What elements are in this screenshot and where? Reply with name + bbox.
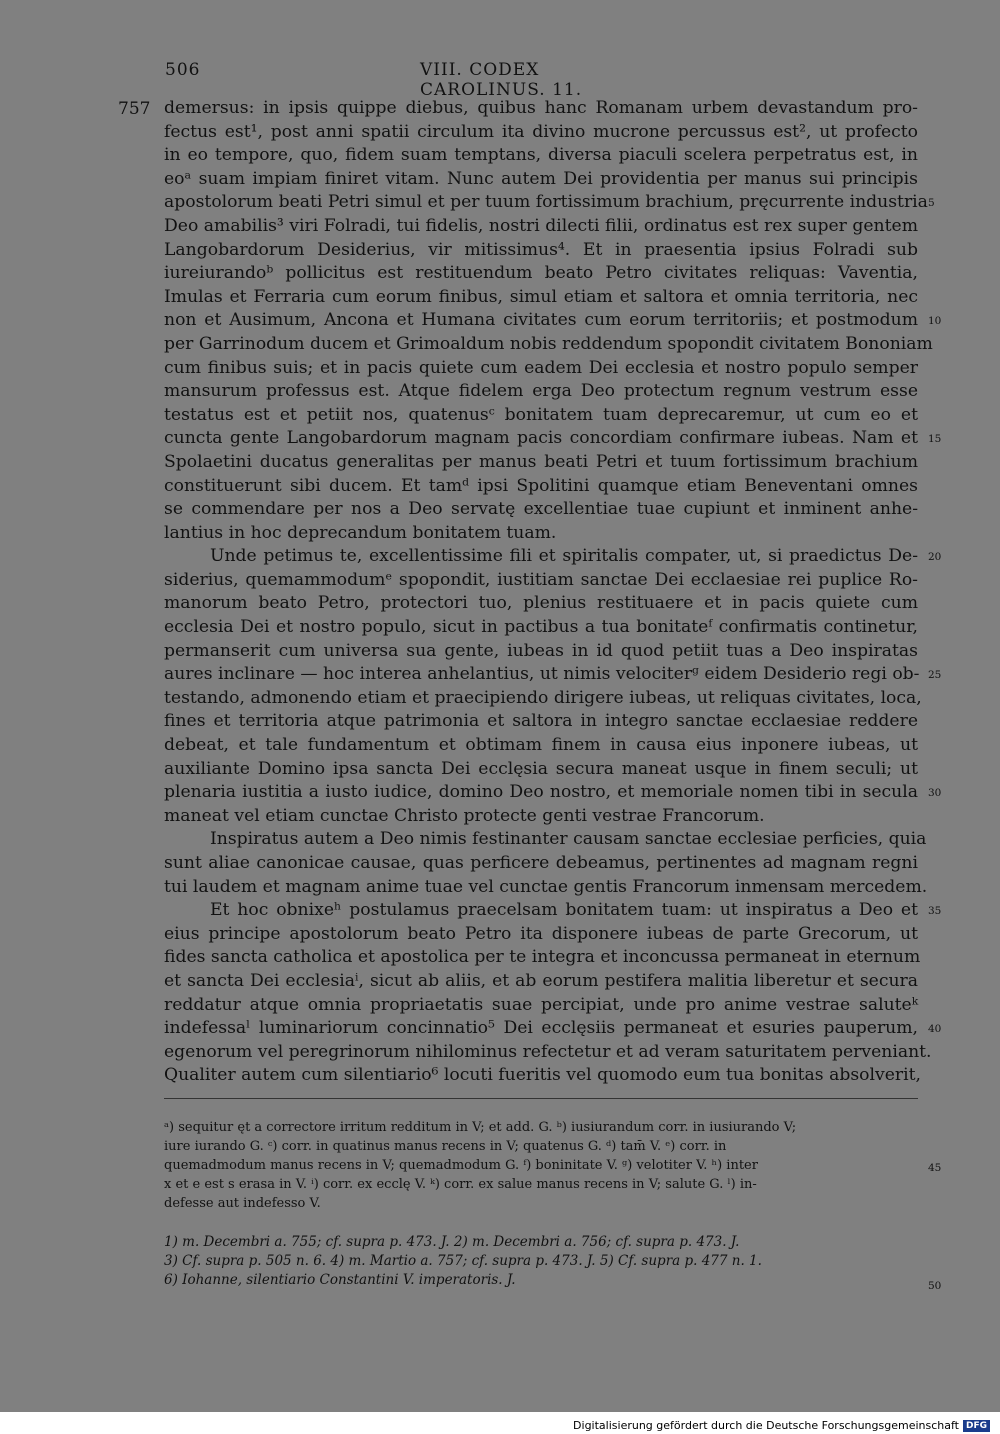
text-line: apostolorum beati Petri simul et per tuum fortissimum brachium, pręcurrente industria	[164, 192, 928, 213]
text-line: Imulas et Ferraria cum eorum finibus, simul etiam et saltora et omnia territoria, nec	[164, 286, 918, 307]
text-line: Langobardorum Desiderius, vir mitissimus⁴. Et in praesentia ipsius Folradi sub	[164, 239, 918, 260]
margin-year: 757	[118, 99, 151, 119]
apparatus-line: x et e est s erasa in V. ⁱ) corr. ex ecclę V. ᵏ) corr. ex salue manus recens in V; salute G. ˡ) in-	[164, 1177, 757, 1192]
text-line: fides sancta catholica et apostolica per te integra et inconcussa permaneat in eternum	[164, 947, 921, 968]
text-line: cum finibus suis; et in pacis quiete cum eadem Dei ecclesia et nostro populo semper	[164, 357, 918, 378]
text-line: Deo amabilis³ viri Folradi, tui fidelis, nostri dilecti filii, ordinatus est rex super gentem	[164, 215, 918, 236]
text-line: lantius in hoc deprecandum bonitatem tuam.	[164, 522, 557, 543]
text-line: testando, admonendo etiam et praecipiendo dirigere iubeas, ut reliquas civitates, loca,	[164, 687, 922, 708]
text-line: testatus est et petiit nos, quatenusᶜ bonitatem tuam deprecaremur, ut cum eo et	[164, 404, 918, 425]
text-line: se commendare per nos a Deo servatę excellentiae tuae cupiunt et inminent anhe-	[164, 499, 918, 520]
text-line: non et Ausimum, Ancona et Humana civitates cum eorum territoriis; et postmodum	[164, 310, 918, 331]
text-line: permanserit cum universa sua gente, iubeas in id quod petiit tuas a Deo inspiratas	[164, 640, 918, 661]
footnote-line: 1) m. Decembri a. 755; cf. supra p. 473. J. 2) m. Decembri a. 756; cf. supra p. 473. J.	[164, 1234, 740, 1250]
text-line: auxiliante Domino ipsa sancta Dei ecclęsia secura maneat usque in finem seculi; ut	[164, 758, 918, 779]
text-line: fines et territoria atque patrimonia et saltora in integro sanctae ecclaesiae reddere	[164, 711, 918, 732]
text-line: siderius, quemammodumᵉ spopondit, iustitiam sanctae Dei ecclaesiae rei puplice Ro-	[164, 569, 918, 590]
text-line: indefessaˡ luminariorum concinnatio⁵ Dei ecclęsiis permaneat et esuries pauperum,	[164, 1018, 918, 1039]
text-line: tui laudem et magnam anime tuae vel cunctae gentis Francorum inmensam mercedem.	[164, 876, 928, 897]
text-line: manorum beato Petro, protectori tuo, plenius restituaere et in pacis quiete cum	[164, 593, 918, 614]
line-number: 45	[928, 1162, 942, 1174]
text-line: aures inclinare — hoc interea anhelantius, ut nimis velociterᵍ eidem Desiderio regi ob-	[164, 664, 920, 685]
line-number: 35	[928, 905, 942, 918]
page-title: VIII. CODEX CAROLINUS. 11.	[420, 60, 583, 100]
line-number: 10	[928, 315, 942, 328]
line-number: 5	[928, 197, 935, 210]
footnote-line: 6) Iohanne, silentiario Constantini V. imperatoris. J.	[164, 1272, 516, 1288]
text-line: et sancta Dei ecclesiaⁱ, sicut ab aliis, et ab eorum pestifera malitia liberetur et secura	[164, 970, 918, 991]
footnote-line: 3) Cf. supra p. 505 n. 6. 4) m. Martio a. 757; cf. supra p. 473. J. 5) Cf. supra p. 477 n. 1.	[164, 1253, 762, 1269]
text-line: in eo tempore, quo, fidem suam temptans, diversa piaculi scelera perpetratus est, in	[164, 145, 918, 166]
text-line: Et hoc obnixeʰ postulamus praecelsam bonitatem tuam: ut inspiratus a Deo et	[210, 900, 918, 921]
critical-apparatus	[164, 1118, 914, 1213]
text-line: sunt aliae canonicae causae, quas perficere debeamus, pertinentes ad magnam regni	[164, 853, 918, 873]
footnotes	[164, 1233, 914, 1290]
text-line: debeat, et tale fundamentum et obtimam finem in causa eius inponere iubeas, ut	[164, 735, 918, 756]
text-line: cuncta gente Langobardorum magnam pacis concordiam confirmare iubeas. Nam et	[164, 428, 918, 449]
dfg-logo: DFG	[963, 1420, 990, 1432]
text-line: Qualiter autem cum silentiario⁶ locuti fueritis vel quomodo eum tua bonitas absolverit,	[164, 1065, 921, 1086]
page-number: 506	[165, 60, 201, 80]
text-line: Spolaetini ducatus generalitas per manus beati Petri et tuum fortissimum brachium	[164, 451, 918, 472]
apparatus-line: defesse aut indefesso V.	[164, 1196, 321, 1211]
text-line: Inspiratus autem a Deo nimis festinanter causam sanctae ecclesiae perficies, quia	[210, 829, 927, 850]
apparatus-line: iure iurando G. ᶜ) corr. in quatinus manus recens in V; quatenus G. ᵈ) tam̄ V. ᵉ) corr. in	[164, 1139, 727, 1154]
text-line: reddatur atque omnia propriaetatis suae percipiat, unde pro anime vestrae saluteᵏ	[164, 994, 918, 1015]
footnote-separator	[164, 1098, 918, 1100]
line-number: 25	[928, 669, 942, 682]
text-line: Unde petimus te, excellentissime fili et spiritalis compater, ut, si praedictus De-	[210, 546, 918, 567]
line-number: 15	[928, 433, 942, 446]
text-line: egenorum vel peregrinorum nihilominus refectetur et ad veram saturitatem perveniant.	[164, 1041, 932, 1062]
text-line: ecclesia Dei et nostro populo, sicut in pactibus a tua bonitateᶠ confirmatis continetur,	[164, 617, 918, 638]
dfg-banner	[573, 1419, 990, 1432]
line-number: 30	[928, 787, 942, 800]
text-line: mansurum professus est. Atque fidelem erga Deo protectum regnum vestrum esse	[164, 381, 918, 402]
text-line: constituerunt sibi ducem. Et tamᵈ ipsi Spolitini quamque etiam Beneventani omnes	[164, 475, 918, 496]
apparatus-line: quemadmodum manus recens in V; quemadmodum G. ᶠ) boninitate V. ᵍ) velotiter V. ʰ) inter	[164, 1158, 758, 1173]
line-number: 20	[928, 551, 942, 564]
text-line: eoᵃ suam impiam finiret vitam. Nunc autem Dei providentia per manus sui principis	[164, 168, 918, 189]
text-line: per Garrinodum ducem et Grimoaldum nobis reddendum spopondit civitatem Bononiam	[164, 333, 933, 354]
line-number: 50	[928, 1280, 942, 1292]
text-line: fectus est¹, post anni spatii circulum ita divino mucrone percussus est², ut profecto	[164, 121, 918, 142]
apparatus-line: ᵃ) sequitur ęt a correctore irritum redditum in V; et add. G. ᵇ) iusiurandum corr. in iusiurando V;	[164, 1120, 797, 1135]
banner-text: Digitalisierung gefördert durch die Deutsche Forschungsgemeinschaft	[573, 1419, 959, 1432]
text-line: demersus: in ipsis quippe diebus, quibus hanc Romanam urbem devastandum pro-	[164, 98, 918, 118]
text-line: plenaria iustitia a iusto iudice, domino Deo nostro, et memoriale nomen tibi in secula	[164, 782, 918, 803]
text-line: iureiurandoᵇ pollicitus est restituendum beato Petro civitates reliquas: Vaventia,	[164, 263, 918, 284]
text-line: maneat vel etiam cunctae Christo protecte genti vestrae Francorum.	[164, 805, 765, 826]
main-text	[164, 97, 933, 1088]
line-number: 40	[928, 1023, 942, 1036]
text-line: eius principe apostolorum beato Petro ita disponere iubeas de parte Grecorum, ut	[164, 923, 918, 944]
